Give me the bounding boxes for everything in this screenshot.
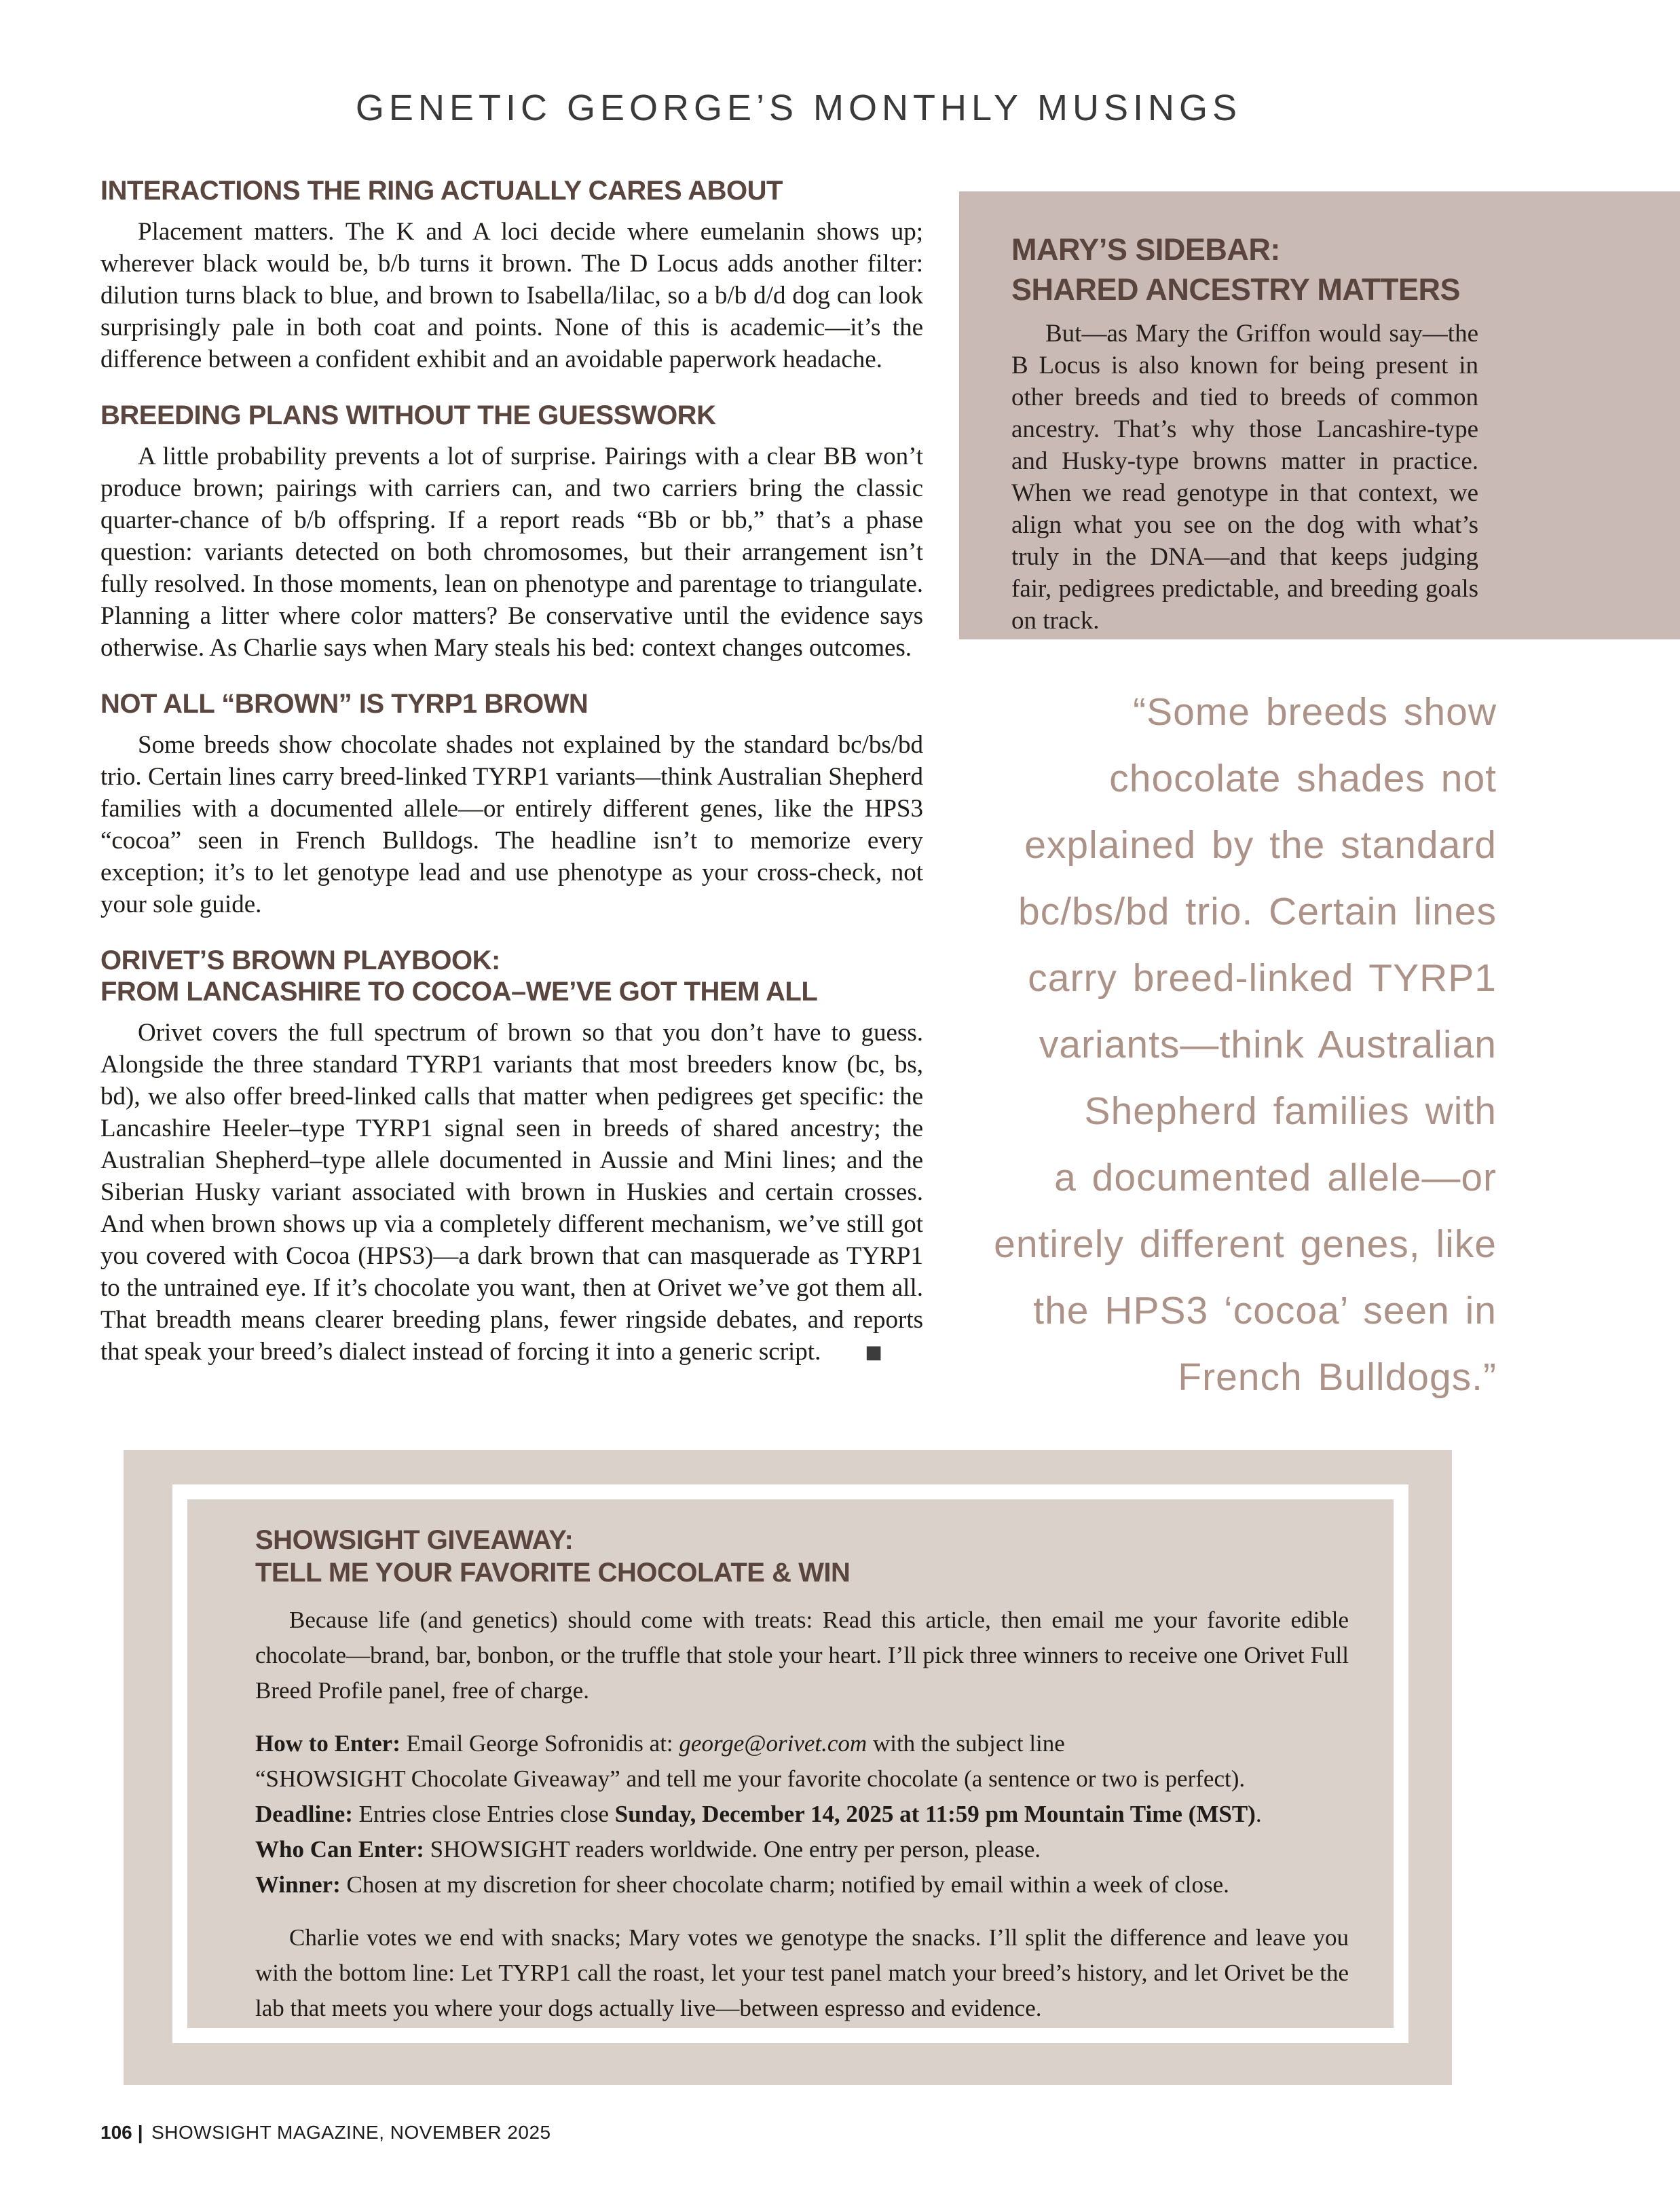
- section-heading: [100, 688, 923, 719]
- text-segment: Entries close Entries close: [352, 1801, 615, 1827]
- section-orivet-playbook: [100, 945, 923, 1368]
- giveaway-heading-line-1: SHOWSIGHT GIVEAWAY:: [255, 1525, 574, 1555]
- sidebar-heading-line-2: SHARED ANCESTRY MATTERS: [1011, 272, 1461, 307]
- text-segment: “SHOWSIGHT Chocolate Giveaway” and tell me your favorite chocolate (a sentence or two is perfect).: [255, 1765, 1246, 1792]
- section-heading-line: INTERACTIONS THE RING ACTUALLY CARES ABOUT: [100, 176, 783, 206]
- section-paragraph: Placement matters. The K and A loci decide where eumelanin shows up; wherever black would be, b/b turns it brown. The D Locus adds another filter: dilution turns black to blue, and brown to Isabella/lilac, so a b/b d/d dog can look surprisingly pale in both coat and points. None of this is academic—it’s the difference between a confident exhibit and an avoidable paperwork headache.: [100, 218, 923, 373]
- section-interactions: [100, 175, 923, 375]
- marys-sidebar-box: [959, 191, 1680, 639]
- text-segment: Chosen at my discretion for sheer chocolate charm; notified by email within a week of close.: [340, 1871, 1229, 1898]
- text-segment: Deadline:: [255, 1801, 353, 1827]
- text-segment: Winner:: [255, 1871, 341, 1898]
- text-segment: How to Enter:: [255, 1730, 400, 1757]
- footer-magazine-text: SHOWSIGHT MAGAZINE, NOVEMBER 2025: [151, 2122, 551, 2143]
- quote-line: a documented allele—or: [1054, 1156, 1497, 1199]
- giveaway-closing: Charlie votes we end with snacks; Mary votes we genotype the snacks. I’ll split the difference and leave you with the bottom line: Let TYRP1 call the roast, let your test panel match your breed’s history, and let Orivet be the lab that meets you where your dogs actually live—between espresso and evidence.: [255, 1924, 1349, 2021]
- section-paragraph: Some breeds show chocolate shades not explained by the standard bc/bs/bd trio. Certain lines carry breed-linked TYRP1 variants—think Australian Shepherd families with a documented allele—or entirely different genes, like the HPS3 “cocoa” seen in French Bulldogs. The headline isn’t to memorize every exception; it’s to let genotype lead and use phenotype as your cross-check, not your sole guide.: [100, 731, 923, 918]
- page-title: GENETIC GEORGE’S MONTHLY MUSINGS: [355, 88, 1242, 128]
- text-segment: with the subject line: [867, 1730, 1065, 1757]
- footer-divider: |: [137, 2122, 144, 2143]
- giveaway-winner: [255, 1867, 1349, 1903]
- text-segment: Email George Sofronidis at:: [400, 1730, 679, 1757]
- text-segment: .: [1255, 1801, 1262, 1827]
- section-heading-line-2: FROM LANCASHIRE TO COCOA–WE’VE GOT THEM ALL: [100, 977, 818, 1007]
- quote-line: explained by the standard: [1024, 823, 1497, 867]
- section-paragraph: [100, 1017, 923, 1368]
- quote-line: the HPS3 ‘cocoa’ seen in: [1033, 1289, 1497, 1332]
- text-segment: Who Can Enter:: [255, 1836, 424, 1863]
- giveaway-heading: [255, 1524, 1349, 1589]
- footer-page-number: 106: [100, 2122, 132, 2143]
- section-heading-line: NOT ALL “BROWN” IS TYRP1 BROWN: [100, 689, 589, 719]
- page-footer: [100, 2122, 551, 2144]
- giveaway-how-to-enter: [255, 1726, 1349, 1761]
- quote-line: Shepherd families with: [1084, 1089, 1497, 1133]
- section-paragraph: A little probability prevents a lot of surprise. Pairings with a clear BB won’t produce brown; pairings with carriers can, and two carriers bring the classic quarter-chance of b/b offspring. If a report reads “Bb or bb,” that’s a phase question: variants detected on both chromosomes, but their arrangement isn’t fully resolved. In those moments, lean on phenotype and parentage to triangulate. Planning a litter where color matters? Be conservative until the evidence says otherwise. As Charlie says when Mary steals his bed: context changes outcomes.: [100, 443, 923, 662]
- sidebar-heading-line-1: MARY’S SIDEBAR:: [1011, 232, 1280, 267]
- section-heading: [100, 400, 923, 431]
- quote-line: chocolate shades not: [1109, 757, 1497, 800]
- giveaway-intro: Because life (and genetics) should come with treats: Read this article, then email me your favorite edible chocolate—brand, bar, bonbon, or the truffle that stole your heart. I’ll pick three winners to receive one Orivet Full Breed Profile panel, free of charge.: [255, 1607, 1349, 1704]
- text-segment: Sunday, December 14, 2025 at 11:59 pm Mountain Time (MST): [614, 1801, 1256, 1827]
- section-heading: [100, 945, 923, 1007]
- quote-line: carry breed-linked TYRP1: [1028, 956, 1497, 1000]
- quote-line: “Some breeds show: [1133, 690, 1497, 734]
- sidebar-paragraph: But—as Mary the Griffon would say—the B Locus is also known for being present in other breeds and tied to breeds of common ancestry. That’s why those Lancashire-type and Husky-type browns matter in practice. When we read genotype in that context, we align what you see on the dog with what’s truly in the DNA—and that keeps judging fair, pedigrees predictable, and breeding goals on track.: [1011, 320, 1478, 635]
- giveaway-box: [124, 1450, 1452, 2085]
- quote-line: variants—think Australian: [1039, 1023, 1497, 1066]
- sidebar-heading: [1011, 229, 1478, 310]
- giveaway-entry-rules: [255, 1726, 1349, 1903]
- giveaway-who-can-enter: [255, 1832, 1349, 1867]
- article-column: [100, 175, 923, 1368]
- text-segment: SHOWSIGHT readers worldwide. One entry per person, please.: [424, 1836, 1041, 1863]
- pull-quote: [869, 679, 1497, 1410]
- giveaway-heading-line-2: TELL ME YOUR FAVORITE CHOCOLATE & WIN: [255, 1558, 851, 1588]
- giveaway-inner-frame: [172, 1484, 1408, 2043]
- sidebar-content: [1011, 229, 1478, 637]
- section-heading: [100, 175, 923, 206]
- quote-line: entirely different genes, like: [994, 1222, 1497, 1266]
- section-not-all-brown: [100, 688, 923, 920]
- section-breeding-plans: [100, 400, 923, 664]
- end-of-article-mark: ■: [865, 1342, 882, 1363]
- quote-line: bc/bs/bd trio. Certain lines: [1018, 890, 1497, 933]
- quote-line: French Bulldogs.”: [1178, 1355, 1497, 1399]
- section-heading-line: BREEDING PLANS WITHOUT THE GUESSWORK: [100, 400, 716, 430]
- giveaway-subject-line: [255, 1761, 1349, 1797]
- giveaway-deadline: [255, 1797, 1349, 1832]
- section-paragraph-text: Orivet covers the full spectrum of brown so that you don’t have to guess. Alongside the three standard TYRP1 variants that most breeders know (bc, bs, bd), we also offer breed-linked calls that matter when pedigrees get specific: the Lancashire Heeler–type TYRP1 signal seen in breeds of shared ancestry; the Australian Shepherd–type allele documented in Aussie and Mini lines; and the Siberian Husky variant associated with brown in Huskies and certain crosses. And when brown shows up via a completely different mechanism, we’ve still got you covered with Cocoa (HPS3)—a dark brown that can masquerade as TYRP1 to the untrained eye. If it’s chocolate you want, then at Orivet we’ve got them all. That breadth means clearer breeding plans, fewer ringside debates, and reports that speak your breed’s dialect instead of forcing it into a generic script.: [100, 1019, 923, 1366]
- text-segment: george@orivet.com: [679, 1730, 867, 1757]
- section-heading-line: ORIVET’S BROWN PLAYBOOK:: [100, 946, 500, 975]
